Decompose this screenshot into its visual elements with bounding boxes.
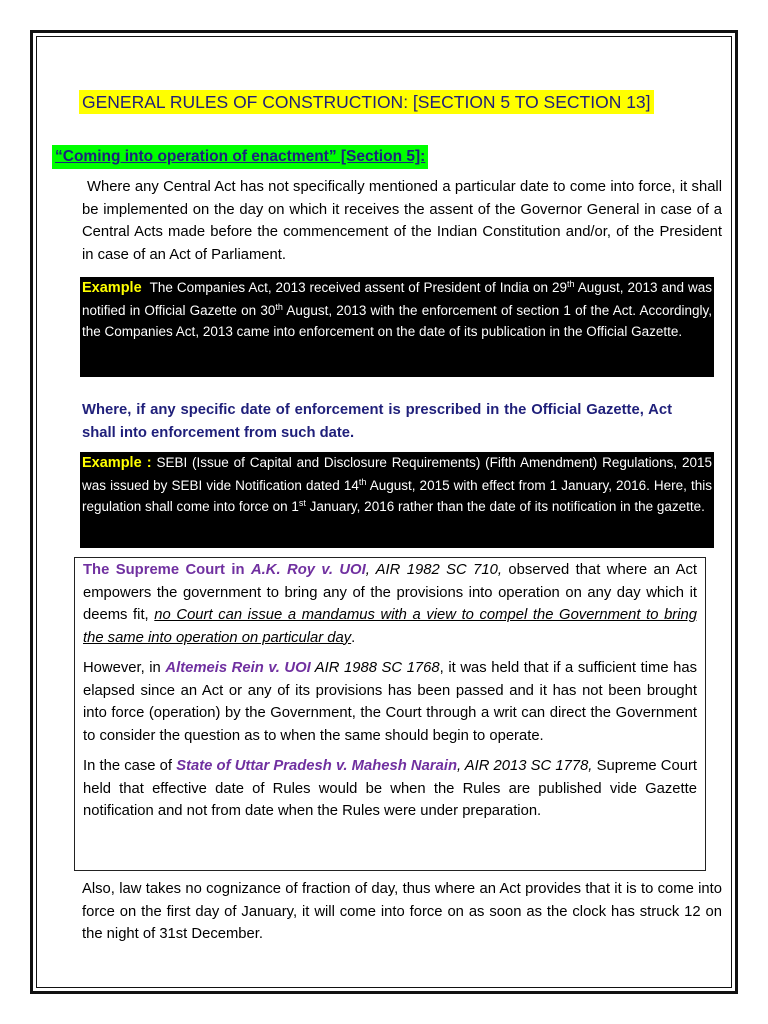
ordinal-suffix: th <box>358 476 367 487</box>
case-text-end: . <box>351 629 356 646</box>
example-box-sebi <box>80 452 714 548</box>
ordinal-suffix: th <box>275 301 283 312</box>
case-citation: , AIR 1982 SC 710, <box>365 562 502 578</box>
case-citation: , AIR 2013 SC 1778, <box>456 758 593 774</box>
case-holding-underlined: no Court can issue a mandamus with a view to compel the Government to bring the same into operation on particular day <box>83 607 697 646</box>
example-text: The Companies Act, 2013 received assent of President of India on 29 <box>149 280 567 295</box>
case-name: Altemeis Rein v. UOI <box>165 660 311 676</box>
ordinal-suffix: st <box>298 498 306 508</box>
intro-paragraph: Where any Central Act has not specifically mentioned a particular date to come into force, it shall be implemented on the day on which it receives the assent of the Governor General in case of a Central Acts made before the commencement of the Indian Constitution and/or, of the President in case of an Act of Parliament. <box>82 179 722 263</box>
ordinal-suffix: th <box>567 279 575 289</box>
example-text: August, 2013 with the enforcement of section 1 of the Act. Accordingly, the Companies Act, 2013 came into enforcement on the date of its publication in the Official Gazette. <box>82 302 712 339</box>
case-name: State of Uttar Pradesh v. Mahesh Narain <box>176 758 457 774</box>
case-lead: In the case of <box>83 758 177 774</box>
example-box-companies-act <box>80 277 714 377</box>
case-text: , it was held that if a sufficient time has elapsed since an Act or any of its provisions has been passed and it has not been brought into force (operation) by the Government, the Court through a writ can direct the Government to consider the question as to when the same should begin to operate. <box>83 660 697 744</box>
case-paragraph-ak-roy <box>83 559 697 649</box>
case-paragraph-mahesh-narain <box>83 755 697 823</box>
case-lead: However, in <box>83 660 166 676</box>
case-text: observed that where an Act empowers the government to bring any of the provisions into operation on any day which it deems fit, <box>83 562 697 623</box>
example-text: August, 2015 with effect from 1 January, 2016. Here, this regulation shall come into force on 1 <box>82 477 712 514</box>
example-label: Example <box>82 280 142 296</box>
case-citation: AIR 1988 SC 1768 <box>310 660 440 676</box>
page-title: GENERAL RULES OF CONSTRUCTION: [SECTION 5 TO SECTION 13] <box>79 90 654 114</box>
case-name: A.K. Roy v. UOI <box>250 562 366 578</box>
case-paragraph-altemeis-rein <box>83 657 697 747</box>
example-text: August, 2013 and was notified in Official Gazette on 30 <box>82 280 712 318</box>
section-heading: “Coming into operation of enactment” [Section 5]: <box>52 145 428 169</box>
case-text: Supreme Court held that effective date of Rules would be when the Rules are published vide Gazette notification and not from date when the Rules were under preparation. <box>83 758 697 819</box>
case-law-box <box>74 557 706 871</box>
rule-heading: Where, if any specific date of enforcement is prescribed in the Official Gazette, Act shall into enforcement from such date. <box>82 402 672 441</box>
closing-paragraph: Also, law takes no cognizance of fraction of day, thus where an Act provides that it is to come into force on the first day of January, it will come into force on as soon as the clock has struck 12 on the night of 31st December. <box>82 881 722 942</box>
example-text: SEBI (Issue of Capital and Disclosure Requirements) (Fifth Amendment) Regulations, 2015 was issued by SEBI vide Notification dated 14 <box>82 455 713 493</box>
case-lead: The Supreme Court in <box>83 562 251 578</box>
example-label: Example : <box>82 455 152 471</box>
example-text: January, 2016 rather than the date of its notification in the gazette. <box>305 499 705 514</box>
